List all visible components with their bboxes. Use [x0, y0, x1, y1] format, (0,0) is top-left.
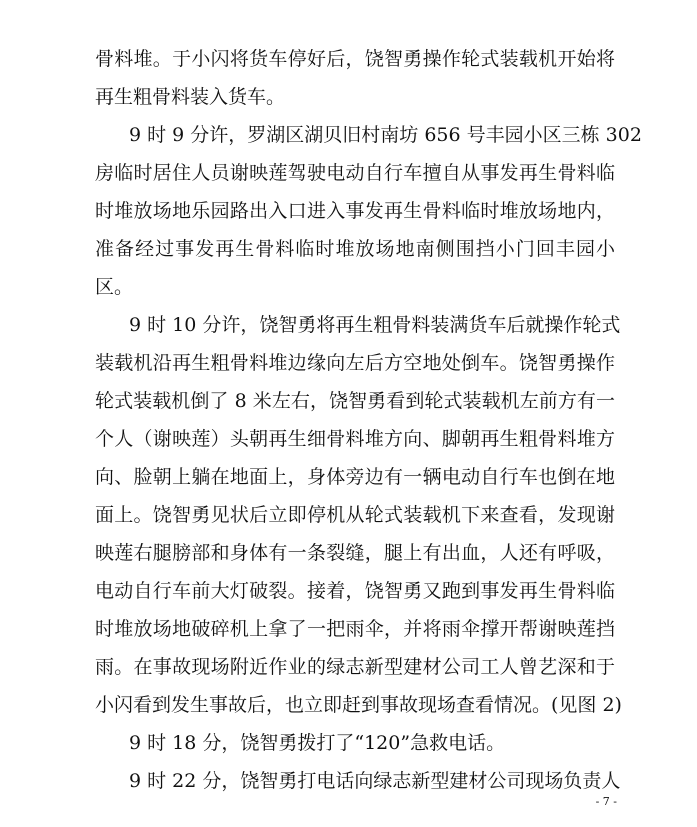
text-line: 个人（谢映莲）头朝再生细骨料堆方向、脚朝再生粗骨料堆方	[95, 428, 615, 450]
text-line: 电动自行车前大灯破裂。接着，饶智勇又跑到事发再生骨料临	[95, 580, 615, 602]
text-line: 小闪看到发生事故后，也立即赶到事故现场查看情况。(见图 2)	[95, 694, 622, 716]
text-line: 9 时 18 分，饶智勇拨打了“120”急救电话。	[129, 732, 506, 754]
page-number: - 7 -	[595, 795, 617, 808]
text-line: 9 时 10 分许，饶智勇将再生粗骨料装满货车后就操作轮式	[129, 314, 621, 336]
text-line: 房临时居住人员谢映莲驾驶电动自行车擅自从事发再生骨料临	[95, 162, 615, 184]
text-line: 9 时 9 分许，罗湖区湖贝旧村南坊 656 号丰园小区三栋 302	[129, 124, 642, 146]
text-line: 骨料堆。于小闪将货车停好后，饶智勇操作轮式装载机开始将	[95, 48, 615, 70]
text-line: 时堆放场地破碎机上拿了一把雨伞，并将雨伞撑开帮谢映莲挡	[95, 618, 615, 640]
text-line: 准备经过事发再生骨料临时堆放场地南侧围挡小门回丰园小	[95, 238, 615, 260]
text-line: 时堆放场地乐园路出入口进入事发再生骨料临时堆放场地内，	[95, 200, 615, 222]
text-line: 9 时 22 分，饶智勇打电话向绿志新型建材公司现场负责人	[129, 770, 621, 792]
text-line: 映莲右腿膀部和身体有一条裂缝，腿上有出血，人还有呼吸，	[95, 542, 615, 564]
text-line: 面上。饶智勇见状后立即停机从轮式装载机下来查看，发现谢	[95, 504, 615, 526]
text-line: 向、脸朝上躺在地面上，身体旁边有一辆电动自行车也倒在地	[95, 466, 615, 488]
text-line: 区。	[95, 276, 134, 298]
text-line: 装载机沿再生粗骨料堆边缘向左后方空地处倒车。饶智勇操作	[95, 352, 615, 374]
text-line: 轮式装载机倒了 8 米左右，饶智勇看到轮式装载机左前方有一	[95, 390, 615, 412]
text-line: 再生粗骨料装入货车。	[95, 86, 286, 108]
text-line: 雨。在事故现场附近作业的绿志新型建材公司工人曾艺深和于	[95, 656, 615, 678]
